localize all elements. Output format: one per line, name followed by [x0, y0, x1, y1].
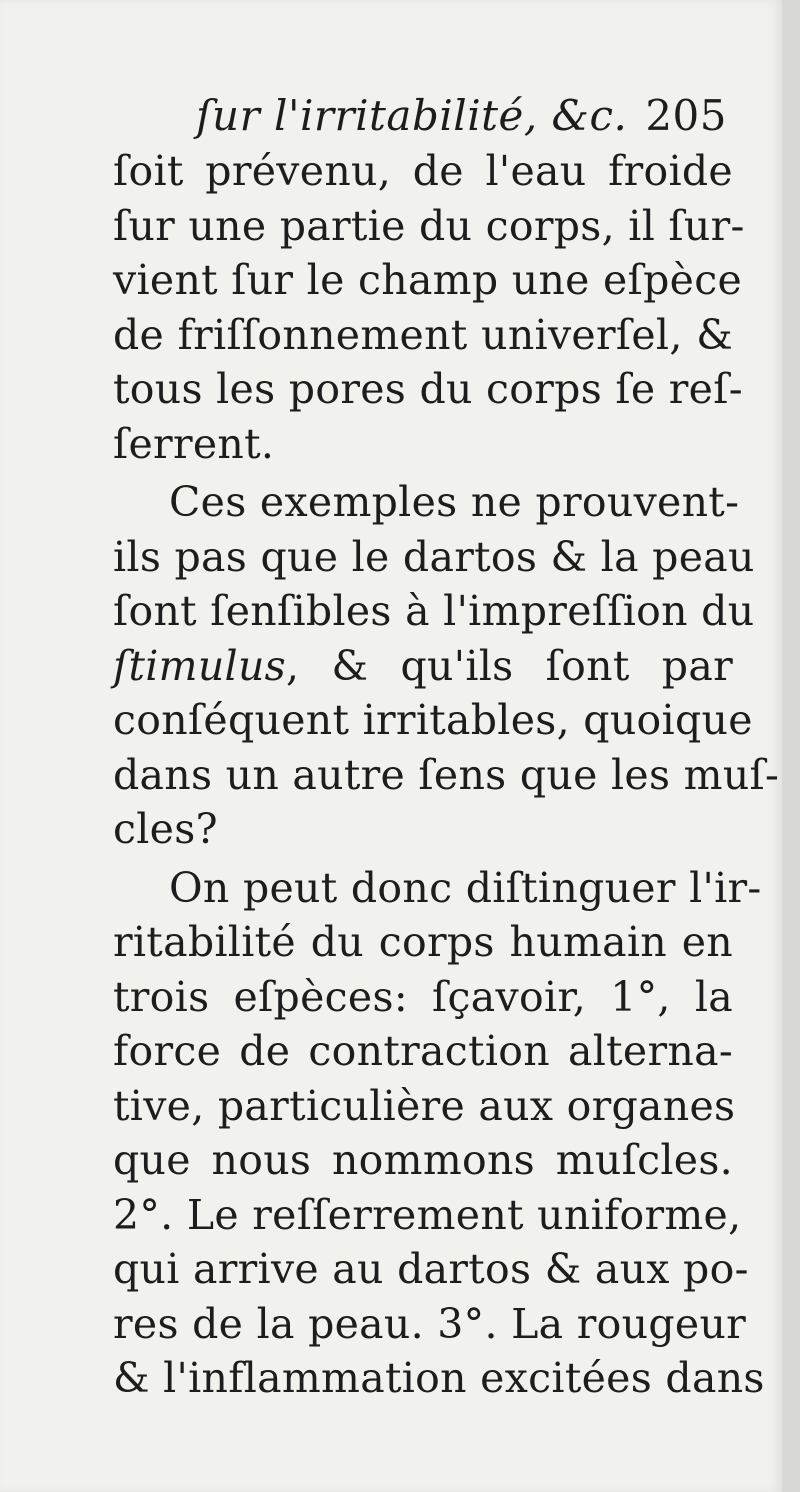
text-line: vient ſur le champ une eſpèce — [113, 256, 743, 304]
text-line-rest: , & qu'ils ſont par — [286, 641, 733, 690]
text-line: de friſſonnement univerſel, & — [113, 310, 733, 359]
text-line: ſerrent. — [113, 419, 275, 468]
text-line: qui arrive au dartos & aux po- — [113, 1245, 749, 1293]
text-line: tous les pores du corps ſe reſ- — [113, 365, 743, 413]
text-line: ils pas que le dartos & la peau — [113, 532, 755, 581]
text-block — [113, 88, 780, 1406]
text-line: 2°. Le reſſerrement uniforme, — [113, 1190, 742, 1239]
text-line: & l'inflammation excitées dans — [113, 1354, 765, 1402]
text-line: ritabilité du corps humain en — [113, 918, 733, 966]
text-line: force de contraction alterna- — [113, 1027, 733, 1075]
text-line: ſoit prévenu, de l'eau froide — [113, 147, 733, 195]
text-line: res de la peau. 3°. La rougeur — [113, 1299, 747, 1348]
text-line: ſur une partie du corps, il ſur- — [113, 201, 745, 250]
text-line: dans un autre ſens que les muſ- — [113, 750, 780, 799]
text-line-stimulus — [113, 639, 733, 694]
text-line: que nous nommons muſcles. — [113, 1136, 733, 1184]
page-edge — [782, 0, 800, 1492]
running-head — [113, 88, 733, 144]
text-line: tive, particulière aux organes — [113, 1081, 736, 1130]
text-line: Ces exemples ne prouvent- — [169, 478, 740, 526]
text-line: conſéquent irritables, quoique — [113, 696, 753, 744]
text-line: On peut donc diſtinguer l'ir- — [169, 863, 762, 912]
page-number: 205 — [645, 91, 727, 140]
text-line: trois eſpèces: ſçavoir, 1°, la — [113, 972, 733, 1021]
text-line: cles? — [113, 805, 218, 853]
text-line: ſont ſenſibles à l'impreſſion du — [113, 587, 755, 635]
italic-term-stimulus: ſtimulus — [113, 641, 287, 690]
running-title: ſur l'irritabilité, &c. — [196, 91, 628, 140]
